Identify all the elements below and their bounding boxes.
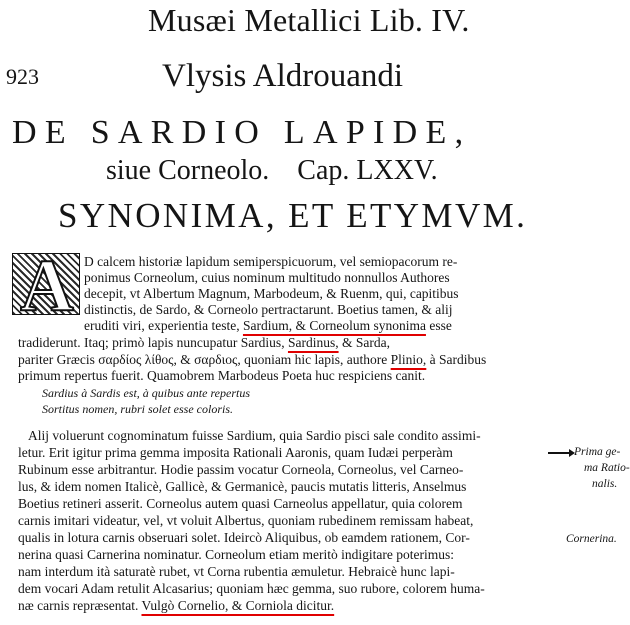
para1-line: primum repertus fuerit. Quamobrem Marbodeus Poeta huc respiciens canit.: [18, 368, 426, 383]
para1-line: ponimus Corneolum, cuius nominum multitudo nonnullos Authores: [84, 270, 450, 285]
para1-line: eruditi viri, experientia teste, Sardium, & Corneolum synonima esse: [84, 318, 452, 333]
dropcap-letter: A: [20, 245, 74, 327]
verse-line: Sardius à Sardis est, à quibus ante repertus: [42, 386, 251, 400]
underlined-phrase: Sardinus,: [287, 335, 339, 350]
underlined-phrase: Sardium, & Corneolum synonima: [242, 318, 426, 333]
para2-line: nam interdum ità saturatè rubet, vt Corna rubentia æmuletur. Hebraicè hunc lapi-: [18, 564, 455, 579]
para2-line: qualis in lotura carnis obseruari solet. Ideircò Aliquibus, ob eamdem rationem, Cor-: [18, 530, 470, 545]
author-name: Vlysis Aldrouandi: [162, 58, 404, 94]
para1-line: D calcem historiæ lapidum semiperspicuorum, vel semiopacorum re-: [84, 254, 458, 269]
underlined-phrase: Vulgò Cornelio, & Corniola dicitur.: [141, 598, 335, 613]
pointer-arrow-icon: [548, 452, 570, 454]
para2-line: næ carnis repræsentat. Vulgò Cornelio, & Corniola dicitur.: [18, 598, 335, 613]
para2-line: Alij voluerunt cognominatum fuisse Sardium, quia Sardio pisci sale condito assimi-: [28, 428, 481, 443]
para2-line: lus, & idem nomen Italicè, Gallicè, & Germanicè, paucis mutatis litteris, Anselmus: [18, 479, 467, 494]
para2-line: nerina quasi Carnerina nominatur. Corneolum etiam meritò indigitare poterimus:: [18, 547, 455, 562]
margin-note: Prima ge-: [574, 446, 621, 458]
section-heading: SYNONIMA, ET ETYMVM.: [58, 196, 528, 235]
para1-line: tradiderunt. Itaq; primò lapis nuncupatur Sardius, Sardinus, & Sarda,: [18, 335, 390, 350]
para1-line: distinctis, de Sardo, & Corneolo pertractarunt. Boetius tamen, & alij: [84, 302, 453, 317]
margin-note: nalis.: [592, 478, 618, 490]
margin-note: ma Ratio-: [584, 462, 630, 474]
chapter-title: DE SARDIO LAPIDE,: [12, 114, 472, 151]
para2-line: Boetius retineri asserit. Corneolus autem quasi Carneolus appellatur, quia colorem: [18, 496, 463, 511]
para2-line: letur. Erit igitur prima gemma imposita Rationali Aaronis, quam Iudæi perperàm: [18, 445, 453, 460]
para2-line: Rubinum esse arbitrantur. Hodie passim vocatur Corneola, Corneolus, vel Carneo-: [18, 462, 464, 477]
chapter-subtitle: siue Corneolo. Cap. LXXV.: [106, 155, 438, 186]
underlined-phrase: Plinio,: [390, 352, 427, 367]
ornamental-dropcap: [12, 245, 80, 327]
verse-line: Sortitus nomen, rubri solet esse coloris.: [42, 402, 233, 416]
para1-line: pariter Græcis σαρδίος λίθος, & σαρδιος, quoniam hic lapis, authore Plinio, à Sardibus: [18, 352, 487, 367]
running-head: Musæi Metallici Lib. IV.: [148, 2, 470, 38]
para2-line: dem vocari Adam retulit Alcasarius; quoniam hæc gemma, suo rubore, colorem huma-: [18, 581, 485, 596]
para2-line: carnis imitari videatur, vel, vt voluit Albertus, quoniam rubedinem remissam habeat,: [18, 513, 474, 528]
margin-note: Cornerina.: [566, 533, 617, 545]
para1-line: decepit, vt Albertum Magnum, Marbodeum, & Ruenm, qui, capitibus: [84, 286, 459, 301]
page-number: 923: [6, 64, 39, 89]
